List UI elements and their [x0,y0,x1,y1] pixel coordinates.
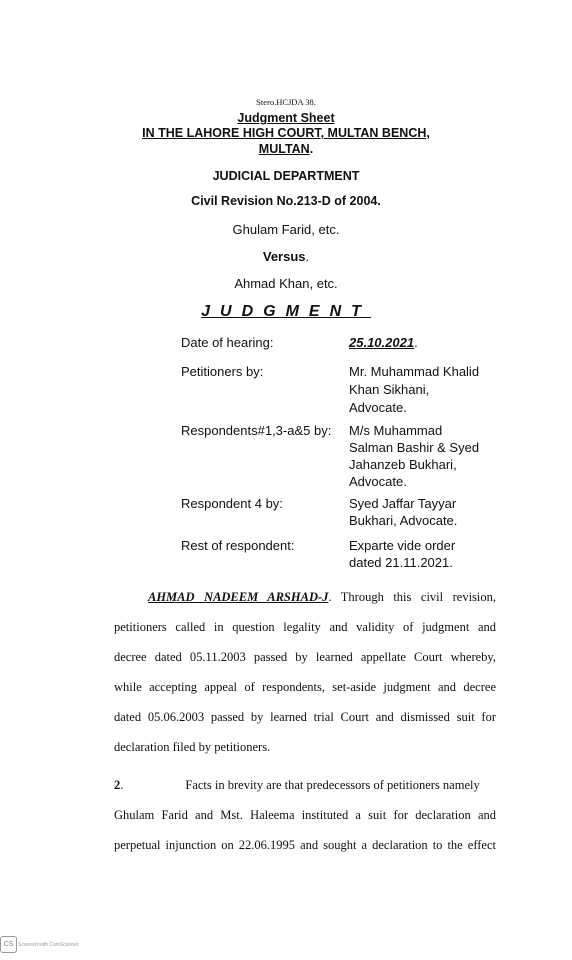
detail-value-line: M/s Muhammad [349,423,443,438]
detail-label: Petitioners by: [181,364,264,379]
para-number-punct: . [120,778,124,792]
judgment-sheet-title: Judgment Sheet [237,111,335,125]
detail-value [349,422,519,490]
court-name: IN THE LAHORE HIGH COURT, MULTAN BENCH, [142,126,430,140]
detail-value-line: Advocate. [349,400,407,415]
versus [0,249,572,264]
para-line: Ghulam Farid and Mst. Haleema instituted a suit for declaration and [114,808,496,822]
respondent-name: Ahmad Khan, etc. [234,276,338,291]
detail-value [349,495,519,529]
department: JUDICIAL DEPARTMENT [212,169,360,183]
para-number: 2 [114,778,121,792]
detail-value-line: dated 21.11.2021. [349,555,453,570]
para-line: dated 05.06.2003 passed by learned trial Court and dismissed suit for [114,710,496,724]
detail-value-line: Exparte vide order [349,538,456,553]
paragraph-1 [114,582,496,762]
detail-value [349,537,519,571]
court-city [0,142,572,156]
para-line: declaration filed by petitioners. [114,740,271,754]
detail-value-line: Bukhari, Advocate. [349,513,458,528]
para-line: decree dated 05.11.2003 passed by learned appellate Court whereby, [114,650,496,664]
para-line: petitioners called in question legality and validity of judgment and [114,620,496,634]
detail-value-line: Salman Bashir & Syed [349,440,480,455]
form-code: Stero.HCJDA 38. [256,97,316,107]
hearing-date: 25.10.2021 [349,335,415,350]
versus-punct: . [305,249,310,264]
court-city-name: MULTAN [258,142,310,156]
detail-value [349,334,519,351]
detail-label: Rest of respondent: [181,538,295,553]
camscanner-logo-icon: CS [0,936,17,953]
case-number: Civil Revision No.213-D of 2004. [191,194,381,208]
petitioner-name: Ghulam Farid, etc. [232,222,340,237]
versus-word: Versus [262,249,306,264]
detail-value-line: Jahanzeb Bukhari, [349,457,457,472]
para-text: . Through this civil revision, [328,590,497,604]
para-line: while accepting appeal of respondents, set-aside judgment and decree [114,680,496,694]
detail-value-line: Advocate. [349,474,407,489]
detail-value [349,363,519,417]
para-line: perpetual injunction on 22.06.1995 and sought a declaration to the effect [114,838,496,852]
detail-label: Respondents#1,3-a&5 by: [181,423,332,438]
scanner-watermark: Scanned with CamScanner [18,942,79,948]
judgment-heading: JUDGMENT [201,303,371,320]
detail-value-line: Khan Sikhani, [349,382,430,397]
judge-name: AHMAD NADEEM ARSHAD-J [148,590,329,604]
para-line [114,770,496,800]
para-line [114,582,496,612]
court-city-punct: . [309,142,314,156]
hearing-date-punct: . [414,335,418,350]
detail-label: Date of hearing: [181,335,274,350]
detail-value-line: Syed Jaffar Tayyar [349,496,457,511]
detail-value-line: Mr. Muhammad Khalid [349,364,480,379]
detail-label: Respondent 4 by: [181,496,283,511]
paragraph-2 [114,770,496,860]
para-text: Facts in brevity are that predecessors of petitioners namely [185,778,480,792]
